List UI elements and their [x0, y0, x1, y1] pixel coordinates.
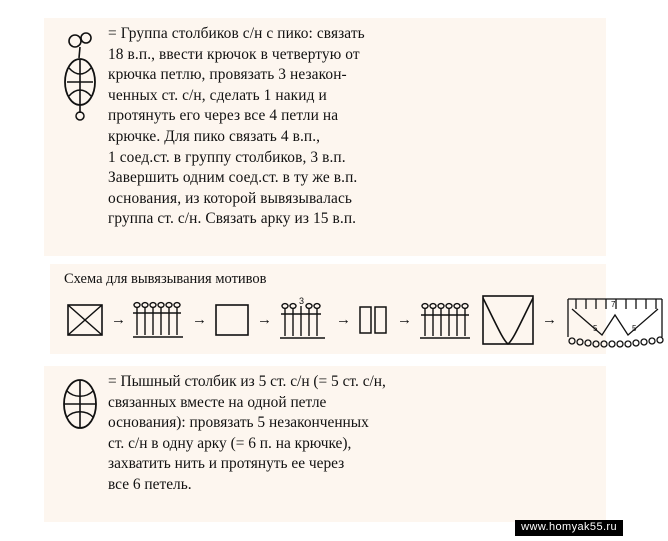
- double-bar-diagram: [356, 299, 392, 341]
- bottom-legend-line: ст. с/н в одну арку (= 6 п. на крючке),: [108, 434, 352, 452]
- scheme-steps-row: [58, 292, 637, 348]
- final-motif-diagram: [562, 291, 668, 349]
- bottom-legend-line: все 6 петель.: [108, 475, 192, 493]
- arrow-icon: →: [111, 311, 126, 328]
- chain-stitch-column-diagram: [131, 297, 187, 343]
- final-motif-label-left: 5: [593, 324, 598, 333]
- final-motif-label-right: 5: [632, 324, 637, 333]
- arrow-icon: →: [397, 311, 412, 328]
- top-legend-text: [108, 24, 598, 230]
- picot-cluster-symbol: [52, 24, 108, 122]
- arrow-icon: →: [257, 311, 272, 328]
- top-legend-line: группа ст. с/н. Связать арку из 15 в.п.: [108, 210, 357, 228]
- top-legend-row: [52, 24, 598, 230]
- top-legend-line: 18 в.п., ввести крючок в четвертую от: [108, 45, 360, 63]
- scheme-panel: [50, 264, 637, 354]
- final-motif-label-top: 7: [611, 300, 616, 309]
- stitch-group-label: 3: [299, 296, 305, 306]
- bottom-legend-line: основания): провязать 5 незаконченных: [108, 414, 369, 432]
- scheme-title: Схема для вывязывания мотивов: [64, 271, 267, 287]
- stitch-group-diagram: [277, 296, 331, 344]
- stitch-fan-diagram: [417, 296, 473, 344]
- top-legend-line: протянуть его через все 4 петли на: [108, 107, 339, 125]
- top-legend-line: = Группа столбиков с/н с пико: связать: [108, 25, 365, 42]
- top-legend-line: Завершить одним соед.ст. в ту же в.п.: [108, 169, 358, 187]
- bottom-legend-line: захватить нить и протянуть ее через: [108, 455, 345, 473]
- puff-stitch-symbol: [52, 372, 108, 432]
- top-legend-line: 1 соед.ст. в группу столбиков, 3 в.п.: [108, 148, 346, 166]
- top-legend-line: основания, из которой вывязывалась: [108, 189, 352, 207]
- top-legend-line: ченных ст. с/н, сделать 1 накид и: [108, 86, 327, 104]
- bottom-legend-line: связанных вместе на одной петле: [108, 393, 327, 411]
- arrow-icon: →: [336, 311, 351, 328]
- bottom-legend-line: = Пышный столбик из 5 ст. с/н (= 5 ст. с/н,: [108, 373, 386, 390]
- bottom-legend-panel: [44, 366, 606, 522]
- crossed-square-diagram: [64, 299, 106, 341]
- bottom-legend-row: [52, 372, 598, 496]
- arrow-icon: →: [542, 311, 557, 328]
- top-legend-line: крючке. Для пико связать 4 в.п.,: [108, 127, 321, 145]
- arrow-icon: →: [192, 311, 207, 328]
- plain-square-diagram: [212, 299, 252, 341]
- watermark: www.homyak55.ru: [515, 520, 623, 536]
- curved-motif-diagram: [479, 292, 537, 348]
- bottom-legend-text: [108, 372, 598, 496]
- top-legend-line: крючка петлю, провязать 3 незакон-: [108, 66, 347, 84]
- top-legend-panel: [44, 18, 606, 256]
